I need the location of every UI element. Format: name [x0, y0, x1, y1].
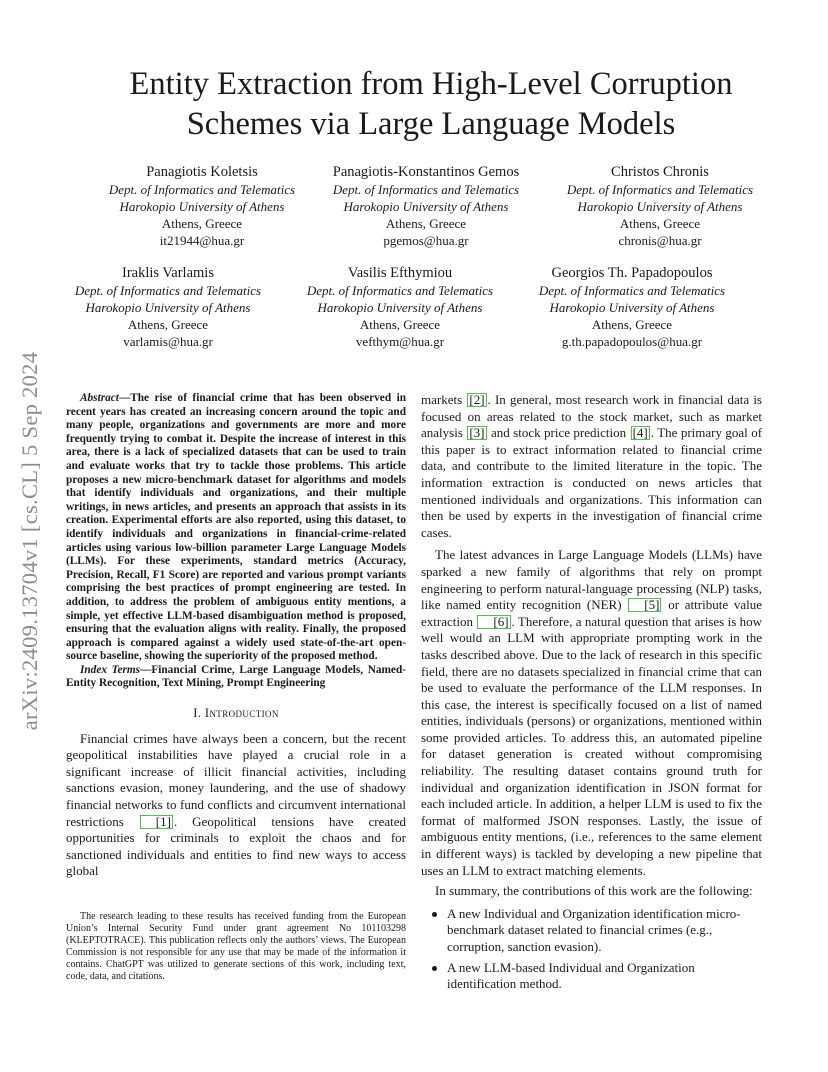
body-paragraph-3: In summary, the contributions of this work are the following: [435, 883, 753, 899]
author-dept: Dept. of Informatics and Telematics [332, 182, 520, 197]
author-email[interactable]: pgemos@hua.gr [383, 233, 469, 248]
text-run: or attribute value extraction [421, 597, 762, 629]
index-terms [66, 664, 406, 691]
body-paragraph-2 [421, 547, 762, 879]
text-run: . In general, most research work in financial data is focused on areas related to the stock market, such as market analysis [421, 392, 762, 441]
text-run: Financial crimes have always been a concern, but the recent geopolitical instabilities have played a crucial role in a significant increase of illicit financial activities, including sanctions evasion, money laundering, and the use of shadowy financial networks to fund conflicts and circumvent international restrictions [66, 730, 406, 829]
list-item [421, 960, 762, 993]
author-city: Athens, Greece [619, 216, 701, 231]
author-city: Athens, Greece [359, 317, 441, 332]
bullet-icon [432, 912, 437, 917]
text-run: markets [421, 392, 463, 407]
list-item-text: A new LLM-based Individual and Organization identification method. [447, 959, 695, 992]
abstract [66, 392, 406, 664]
index-terms-text: —Financial Crime, Large Language Models, Named-Entity Recognition, Text Mining, Prompt Engineering [66, 663, 406, 690]
citation-number: 6 [497, 613, 505, 629]
section-number: I. [193, 706, 202, 721]
right-column [421, 392, 762, 997]
author-name: Georgios Th. Papadopoulos [551, 265, 713, 281]
author-email[interactable]: it21944@hua.gr [159, 233, 245, 248]
citation-number: 3 [473, 425, 481, 441]
author-univ: Harokopio University of Athens [317, 300, 483, 315]
author-dept: Dept. of Informatics and Telematics [74, 283, 262, 298]
citation-link[interactable]: [2] [469, 392, 485, 407]
author-name: Panagiotis Koletsis [146, 164, 258, 180]
author-dept: Dept. of Informatics and Telematics [538, 283, 726, 298]
footnote-text: The research leading to these results has received funding from the European Union’s Internal Security Fund under grant agreement No 101103298 (KLEPTOTRACE). This publication reflects only the authors’ views. The European Commission is not responsible for any use that may be made of the information it contains. ChatGPT was utilized to generate sections of this work, including text, code, data, and citations. [66, 911, 406, 982]
citation-link[interactable]: [3] [469, 425, 485, 441]
citation-number: 4 [636, 425, 644, 441]
citation-number: 5 [648, 597, 656, 613]
left-column [66, 392, 406, 880]
citation-number: 1 [160, 813, 167, 829]
text-run: . Geopolitical tensions have created opportunities for criminals to exploit the chaos and for sanctioned individuals and entities to find new ways to access global [66, 813, 407, 879]
author-city: Athens, Greece [385, 216, 467, 231]
bullet-icon [432, 966, 437, 971]
footnote [66, 911, 406, 983]
text-run: The latest advances in Large Language Models (LLMs) have sparked a new family of algorithms that rely on prompt engineering to perform natural-language processing (NLP) tasks, like named entity recognition (NER) [421, 547, 762, 613]
author-block-1 [82, 164, 322, 249]
abstract-label: Abstract [80, 392, 119, 404]
citation-link[interactable]: [1] [140, 815, 173, 829]
author-univ: Harokopio University of Athens [577, 199, 743, 214]
author-city: Athens, Greece [127, 317, 209, 332]
author-dept: Dept. of Informatics and Telematics [306, 283, 494, 298]
author-email[interactable]: vefthym@hua.gr [355, 334, 445, 349]
author-name: Christos Chronis [611, 164, 709, 180]
citation-link[interactable]: [5] [628, 598, 661, 612]
author-univ: Harokopio University of Athens [549, 300, 715, 315]
citation-link[interactable]: [4] [632, 425, 648, 441]
author-email[interactable]: g.th.papadopoulos@hua.gr [561, 334, 703, 349]
section-title: Introduction [204, 706, 279, 721]
author-block-5 [280, 265, 520, 350]
arxiv-identifier-text: arXiv:2409.13704v1 [cs.CL] 5 Sep 2024 [17, 351, 42, 731]
list-item-text: A new Individual and Organization identification micro-benchmark dataset related to financial crimes (e.g., corruption, sanction evasion). [447, 905, 741, 954]
body-paragraph-1 [421, 392, 762, 541]
author-block-3 [540, 164, 780, 249]
citation-number: 2 [473, 392, 481, 407]
author-univ: Harokopio University of Athens [119, 199, 285, 214]
arxiv-identifier-stamp [12, 296, 48, 786]
text-run: and stock price prediction [490, 425, 627, 441]
intro-paragraph-1 [66, 731, 406, 880]
author-block-4 [48, 265, 288, 350]
author-univ: Harokopio University of Athens [85, 300, 251, 315]
author-dept: Dept. of Informatics and Telematics [108, 182, 296, 197]
author-city: Athens, Greece [161, 216, 243, 231]
section-heading [66, 705, 406, 722]
text-run: . Therefore, a natural question that arises is how well would an LLM with appropriate prompting work in the tasks described above. Due to the lack of research in this specific field, there are no datasets specialized in financial crime that can be used to evaluate the performance of the LLM responses. In this case, the interest is specifically focused on a list of named entities, individuals (persons) or organizations, mentioned within some provided articles. To address this, an automated pipeline for dataset generation is created without compromising reliability. The resulting dataset contains ground truth for individual and organization identification in JSON format for each included article. In addition, a helper LLM is used to fix the format of malformed JSON responses. Lastly, the issue of ambiguous entity mentions, (i.e., references to the same element in different ways) is tackled by developing a new pipeline that uses an LLM to extract matching elements. [421, 613, 763, 878]
title-line-1: Entity Extraction from High-Level Corruption [129, 66, 733, 102]
author-block-6 [512, 265, 752, 350]
title-line-2: Schemes via Large Language Models [186, 106, 676, 142]
contributions-list [421, 906, 762, 993]
author-name: Iraklis Varlamis [122, 265, 214, 281]
paper-title [80, 64, 782, 144]
citation-link[interactable]: [6] [477, 615, 510, 629]
list-item [421, 906, 762, 956]
author-city: Athens, Greece [591, 317, 673, 332]
text-run: . The primary goal of this paper is to extract information related to financial crime data, and contribute to the limited literature in the topic. The information extraction is conducted on news articles that mentioned individuals and organizations. This information can then be used by experts in the investigation of financial crime cases. [421, 425, 763, 540]
author-dept: Dept. of Informatics and Telematics [566, 182, 754, 197]
author-email[interactable]: chronis@hua.gr [618, 233, 702, 248]
author-univ: Harokopio University of Athens [343, 199, 509, 214]
abstract-text: —The rise of financial crime that has been observed in recent years has created an increasing concern around the topic and many people, organizations and governments are more and more frequently trying to combat it. Despite the increase of interest in this area, there is a lack of specialized datasets that can be used to train and evaluate works that try to tackle those problems. This article proposes a new micro-benchmark dataset for algorithms and models that identify individuals and organizations, and their multiple writings, in news articles, and presents an approach that assists in its creation. Experimental efforts are also reported, using this dataset, to identify individuals and organizations in financial-crime-related articles using various low-billion parameter Large Language Models (LLMs). For these experiments, standard metrics (Accuracy, Precision, Recall, F1 Score) are reported and various prompt variants comprising the best practices of prompt engineering are tested. In addition, to address the problem of ambiguous entity mentions, a simple, yet effective LLM-based disambiguation method is proposed, ensuring that the evaluation aligns with reality. Finally, the proposed approach is compared against a widely used state-of-the-art open-source baseline, showing the superiority of the proposed method. [66, 392, 406, 663]
author-block-2 [306, 164, 546, 249]
index-terms-label: Index Terms [80, 663, 141, 676]
author-email[interactable]: varlamis@hua.gr [123, 334, 213, 349]
author-name: Vasilis Efthymiou [347, 265, 453, 281]
author-name: Panagiotis-Konstantinos Gemos [332, 164, 520, 180]
